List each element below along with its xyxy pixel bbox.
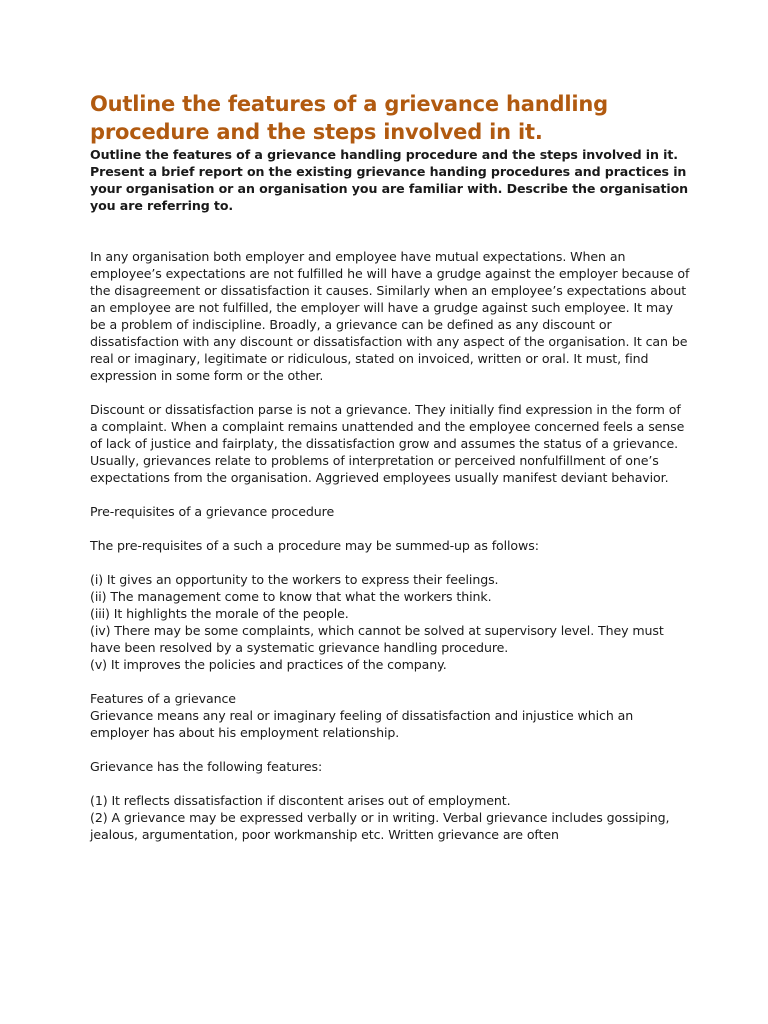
features-intro: Grievance has the following features: (90, 759, 323, 774)
list-item: (iv) There may be some complaints, which cannot be solved at supervisory level. They must have been resolved by a systematic grievance handling procedure. (90, 623, 664, 655)
list-item: (v) It improves the policies and practices of the company. (90, 657, 447, 672)
list-item: (2) A grievance may be expressed verbally or in writing. Verbal grievance includes gossiping, jealous, argumentation, poor workmanship etc. Written grievance are often (90, 810, 670, 842)
features-definition: Grievance means any real or imaginary feeling of dissatisfaction and injustice which an employer has about his employment relationship. (90, 708, 634, 740)
prerequisites-intro: The pre-requisites of a such a procedure may be summed-up as follows: (90, 538, 539, 553)
heading-prerequisites: Pre-requisites of a grievance procedure (90, 504, 335, 519)
heading-features: Features of a grievance (90, 691, 236, 706)
document-page (90, 90, 690, 843)
list-item: (i) It gives an opportunity to the workers to express their feelings. (90, 572, 499, 587)
list-item: (iii) It highlights the morale of the people. (90, 606, 349, 621)
document-title: Outline the features of a grievance handling procedure and the steps involved in it. (90, 92, 608, 144)
paragraph-complaint: Discount or dissatisfaction parse is not a grievance. They initially find expression in the form of a complaint. When a complaint remains unattended and the employee concerned feels a sense of lack of justice and fairplaty, the dissatisfaction grow and assumes the status of a grievance. Usually, grievances relate to problems of interpretation or perceived nonfulfillment of one’s expectations from the organisation. Aggrieved employees usually manifest deviant behavior. (90, 402, 685, 485)
paragraph-intro: In any organisation both employer and employee have mutual expectations. When an employee’s expectations are not fulfilled he will have a grudge against the employer because of the disagreement or dissatisfaction it causes. Similarly when an employee’s expectations about an employee are not fulfilled, the employer will have a grudge against such employee. It may be a problem of indiscipline. Broadly, a grievance can be defined as any discount or dissatisfaction with any discount or dissatisfaction with any aspect of the organisation. It can be real or imaginary, legitimate or ridiculous, stated on invoiced, written or oral. It must, find expression in some form or the other. (90, 249, 690, 383)
lead-paragraph: Outline the features of a grievance handling procedure and the steps involved in it. Present a brief report on the existing grievance handing procedures and practices in your organisation or an organisation you are familiar with. Describe the organisation you are referring to. (90, 147, 689, 213)
prerequisites-list (90, 571, 690, 673)
list-item: (1) It reflects dissatisfaction if discontent arises out of employment. (90, 793, 511, 808)
list-item: (ii) The management come to know that what the workers think. (90, 589, 492, 604)
features-list (90, 792, 690, 843)
